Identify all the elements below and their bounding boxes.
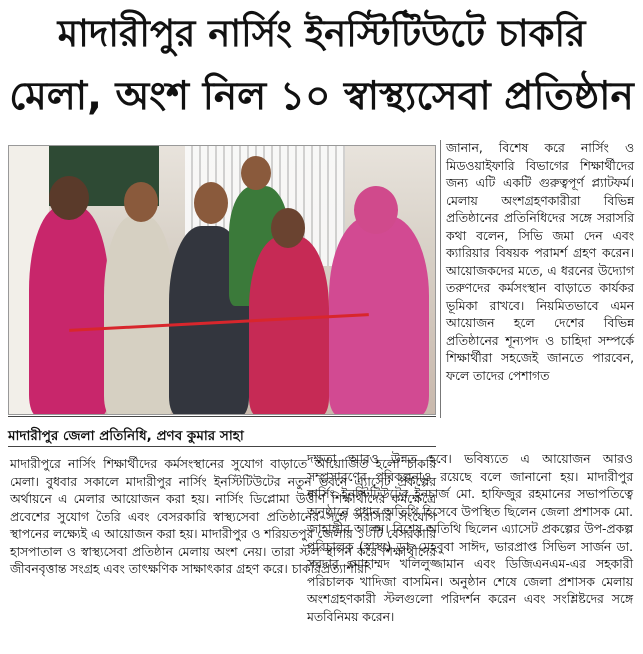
article-column-right-bottom: দক্ষতা আরও উন্নত হবে। ভবিষ্যতে এ আয়োজন আরও সম্প্রসারণের পরিকল্পনাও রয়েছে বলে জানানো হয়। মাদারীপুর নার্সিং ইনস্টিটিউটের ইনচার্জ মো. হাফিজুর রহমানের সভাপতিত্বে অনুষ্ঠানে প্রধান অতিথি হিসেবে উপস্থিত ছিলেন জেলা প্রশাসক মো. জাহাঙ্গীর আলম। বিশেষ অতিথি ছিলেন এ্যাসেট প্রকল্পের উপ-প্রকল্প পরিচালক (স্বাস্থ্য) ডা. মেহবুবা সাঈদ, ভারপ্রাপ্ত সিভিল সার্জন ডা. সরদার মোহাম্মদ খলিলুজ্জামান এবং ডিজিএনএম-এর সহকারী পরিচালক খাদিজা বাসমিন। অনুষ্ঠান শেষে জেলা প্রশাসক মেলায় অংশগ্রহণকারী স্টলগুলো পরিদর্শন করেন এবং সংশ্লিষ্টদের সঙ্গে মতবিনিময় করেন। <box>307 452 633 624</box>
ribbon-cutting-photo <box>8 145 436 415</box>
headline-line-1: মাদারীপুর নার্সিং ইনস্টিটিউটে চাকরি <box>57 12 586 55</box>
article-column-right-top: জানান, বিশেষ করে নার্সিং ও মিডওয়াইফারি বিভাগের শিক্ষার্থীদের জন্য এটি একটি গুরুত্বপূর্ণ প্ল্যাটফর্ম। মেলায় অংশগ্রহণকারীরা বিভিন্ন প্রতিষ্ঠানের প্রতিনিধিদের সঙ্গে সরাসরি কথা বলেন, সিভি জমা দেন এবং ক্যারিয়ার বিষয়ক পরামর্শ গ্রহণ করেন। আয়োজকদের মতে, এ ধরনের উদ্যোগ তরুণদের কর্মসংস্থান বাড়াতে কার্যকর ভূমিকা রাখবে। নিয়মিতভাবে এমন আয়োজন হলে দেশের বিভিন্ন প্রতিষ্ঠানের শূন্যপদ ও চাহিদা সম্পর্কে শিক্ষার্থীরা সহজেই জানতে পারবেন, ফলে তাদের পেশাগত <box>446 141 634 383</box>
byline: মাদারীপুর জেলা প্রতিনিধি, প্রণব কুমার সাহা <box>8 428 244 444</box>
headline-line-2: মেলা, অংশ নিল ১০ স্বাস্থ্যসেবা প্রতিষ্ঠান <box>9 74 634 119</box>
article-column-left: মাদারীপুরে নার্সিং শিক্ষার্থীদের কর্মসংস্থানের সুযোগ বাড়াতে আয়োজিত হলো চাকরি মেলা। বুধবার সকালে মাদারীপুর নার্সিং ইনস্টিটিউটের নতুন ভবনে এ্যাসেট প্রকল্পের অর্থায়নে এ মেলার আয়োজন করা হয়। নার্সিং ডিপ্লোমা উত্তীর্ণ শিক্ষার্থীদের কর্মক্ষেত্রে প্রবেশের সুযোগ তৈরি এবং বেসরকারি স্বাস্থ্যসেবা প্রতিষ্ঠানের সঙ্গে সরাসরি সংযোগ স্থাপনের লক্ষ্যেই এ আয়োজন করা হয়। মাদারীপুর ও শরিয়তপুর জেলার ১০টি বেসরকারি হাসপাতাল ও স্বাস্থ্যসেবা প্রতিষ্ঠান মেলায় অংশ নেয়। তারা স্টল স্থাপন করে শিক্ষার্থীদের জীবনবৃত্তান্ত সংগ্রহ এবং তাৎক্ষণিক সাক্ষাৎকার গ্রহণ করে। চাকরিপ্রত্যাশীরা <box>10 457 436 576</box>
